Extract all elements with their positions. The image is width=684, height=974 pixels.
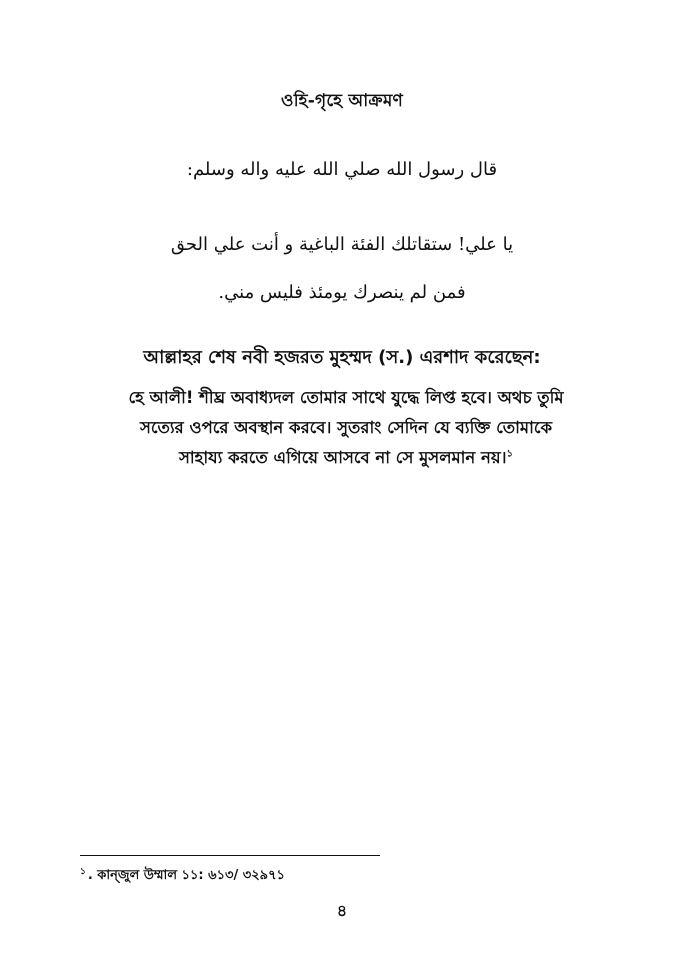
translation-line-3-text: সাহায্য করতে এগিয়ে আসবে না সে মুসলমান নয়। (178, 448, 507, 467)
footnote-text: . কান্জুল উম্মাল ১১: ৬১৩/ ৩২৯৭১ (87, 868, 285, 883)
footnote-reference: ১ (506, 448, 513, 460)
translation-line-1: হে আলী! শীঘ্র অবাধ্যদল তোমার সাথে যুদ্ধে লিপ্ত হবে। অথচ তুমি (128, 388, 564, 407)
page-title: ওহি-গৃহে আক্রমণ (281, 91, 403, 111)
footnote-divider (80, 855, 380, 856)
translation-line-2: সত্যের ওপরে অবস্থান করবে। সুতরাং সেদিন যে ব্যক্তি তোমাকে (139, 418, 553, 437)
footnote (80, 866, 480, 887)
arabic-hadith-intro: قال رسول الله صلي الله عليه واله وسلم: (186, 159, 498, 180)
translation-line-3 (64, 443, 628, 473)
page-number: ৪ (336, 901, 348, 920)
arabic-hadith-line-2: فمن لم ينصرك يومئذ فليس مني. (218, 282, 466, 303)
arabic-hadith-line-1: يا علي! ستقاتلك الفئة الباغية و أنت علي الحق (170, 234, 514, 255)
translation-paragraph (64, 383, 628, 473)
section-heading: আল্লাহর শেষ নবী হজরত মুহম্মদ (স.) এরশাদ করেছেন: (143, 347, 541, 368)
footnote-marker: ১ (80, 866, 86, 877)
